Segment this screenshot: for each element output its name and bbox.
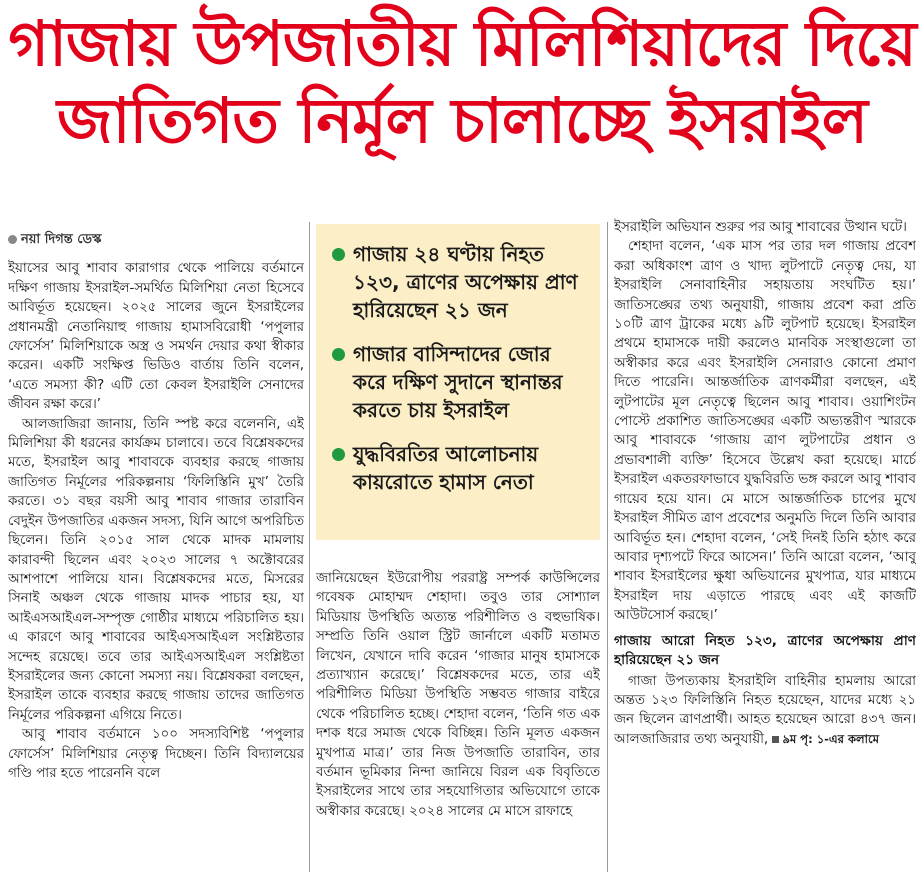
- green-bullet-icon: [332, 448, 345, 461]
- subheading: গাজায় আরো নিহত ১২৩, ত্রাণের অপেক্ষায় প্রাণ হারিয়েছেন ২১ জন: [614, 632, 916, 668]
- paragraph: আবু শাবাব বর্তমানে ১০০ সদস্যবিশিষ্ট ‘পপুলার ফোর্সেস’ মিলিশিয়ার নেতৃত্ব দিচ্ছেন। তিনি বিদ্যালয়ের গণ্ডি পার হতে পারেননি বলে: [8, 727, 304, 781]
- square-icon: [772, 736, 779, 743]
- paragraph: আলজাজিরা জানায়, তিনি স্পষ্ট করে বলেননি, এই মিলিশিয়া কী ধরনের কার্যক্রম চালাবে। তবে বিশ্লেষকদের মতে, ইসরাইল আবু শাবাবকে ব্যবহার করছে গাজায় জাতিগত নির্মূলের পরিকল্পনায় ‘ফিলিস্তিনি মুখ’ তৈরি করতে। ৩১ বছর বয়সী আবু শাবাব গাজার তারাবিন বেদুইন উপজাতির একজন সদস্য, যিনি আগে অপরিচিত ছিলেন। তিনি ২০১৫ সাল থেকে মাদক মামলায় কারাবন্দী ছিলেন এবং ২০২৩ সালের ৭ অক্টোবরের আশপাশে পালিয়ে যান। বিশ্লেষকদের মতে, মিসরের সিনাই অঞ্চল থেকে গাজায় মাদক পাচার হয়, যা আইএসআইএল-সম্পৃক্ত গোষ্ঠীর মাধ্যমে পরিচালিত হয়। এ কারণে আবু শাবাবের আইএসআইএল সংশ্লিষ্টতার সন্দেহ রয়েছে। তবে তার আইএসআইএল সংশ্লিষ্টতা ইসরাইলের জন্য কোনো সমস্যা নয়। বিশ্লেষকরা বলছেন, ইসরাইল তাকে ব্যবহার করছে গাজায় তাদের জাতিগত নির্মূলের পরিকল্পনা এগিয়ে নিতে।: [8, 416, 304, 723]
- paragraph: ইয়াসের আবু শাবাব কারাগার থেকে পালিয়ে বর্তমানে দক্ষিণ গাজায় ইসরাইল-সমর্থিত মিলিশিয়া নেতা হিসেবে আবির্ভূত হয়েছেন। ২০২৫ সালের জুনে ইসরাইলের প্রধানমন্ত্রী নেতানিয়াহু গাজায় হামাসবিরোধী ‘পপুলার ফোর্সেস’ মিলিশিয়াকে অস্ত্র ও সমর্থন দেয়ার কথা স্বীকার করেন। একটি সংক্ষিপ্ত ভিডিও বার্তায় তিনি বলেন, ‘এতে সমস্যা কী? এটি তো কেবল ইসরাইলি সেনাদের জীবন রক্ষা করে।’: [8, 261, 304, 413]
- paragraph: জানিয়েছেন ইউরোপীয় পররাষ্ট্র সম্পর্ক কাউন্সিলের গবেষক মোহাম্মদ শেহাদা। তবুও তার সোশ্যাল মিডিয়ায় উপস্থিতি অত্যন্ত পরিশীলিত ও বহুভাষিক। সম্প্রতি তিনি ওয়াল স্ট্রিট জার্নালে একটি মতামত লিখেন, যেখানে দাবি করেন ‘গাজার মানুষ হামাসকে প্রত্যাখ্যান করেছে।’ বিশ্লেষকদের মতে, তার এই পরিশীলিত মিডিয়া উপস্থিতি সম্ভবত গাজার বাইরে থেকে পরিচালিত হচ্ছে। শেহাদা বলেন, ‘তিনি গত এক দশক ধরে সমাজ থেকে বিচ্ছিন্ন। তিনি মূলত একজন মুখপাত্র মাত্র।’ তার নিজ উপজাতি তারাবিন, তার বর্তমান ভূমিকার নিন্দা জানিয়ে বিরল এক বিবৃতিতে ইসরাইলের সাথে তার সহযোগিতার অভিযোগে তাকে অস্বীকার করেছে। ২০২৪ সালের মে মাসে রাফাহে: [316, 571, 600, 819]
- bullet-icon: [8, 235, 17, 244]
- paragraph: শেহাদা বলেন, ‘এক মাস পর তার দল গাজায় প্রবেশ করা অধিকাংশ ত্রাণ ও খাদ্য লুটপাটে নেতৃত্ব দেয়, যা ইসরাইলি সেনাবাহিনীর সহায়তায় সংঘটিত হয়।’ জাতিসঙ্ঘের তথ্য অনুযায়ী, গাজায় প্রবেশ করা প্রতি ১০টি ত্রাণ ট্রাকের মধ্যে ৯টি লুটপাট হয়েছে। ইসরাইল প্রথমে হামাসকে দায়ী করলেও মানবিক সংস্থাগুলো তা অস্বীকার করে এবং ইসরাইলি সেনারাও কোনো প্রমাণ দিতে পারেনি। আন্তর্জাতিক ত্রাণকর্মীরা বলছেন, এই লুটপাটের মূল নেতৃত্বে ছিলেন আবু শাবাব। ওয়াশিংটন পোস্টে প্রকাশিত জাতিসঙ্ঘের একটি অভ্যন্তরীণ স্মারকে আবু শাবাবকে ‘গাজায় ত্রাণ লুটপাটের প্রধান ও প্রভাবশালী ব্যক্তি’ হিসেবে উল্লেখ করা হয়েছে। মার্চে ইসরাইল একতরফাভাবে যুদ্ধবিরতি ভঙ্গ করলে আবু শাবাব গায়েব হয়ে যান। মে মাসে আন্তর্জাতিক চাপের মুখে ইসরাইল সীমিত ত্রাণ প্রবেশের অনুমতি দিলে তিনি আবার আবির্ভূত হন। শেহাদা বলেন, ‘সেই দিনই তিনি হঠাৎ করে আবার দৃশ্যপটে ফিরে আসেন।’ তিনি আরো বলেন, ‘আবু শাবাব ইসরাইলের ক্ষুধা অভিযানের মুখপাত্র, যার মাধ্যমে ইসরাইল দায় এড়াতে পারছে এবং এই কাজটি আউটসোর্স করছে।’: [614, 239, 916, 624]
- headline-line-2: জাতিগত নির্মূল চালাচ্ছে ইসরাইল: [57, 84, 867, 158]
- article-column-1: [8, 230, 304, 875]
- green-bullet-icon: [332, 248, 345, 261]
- green-bullet-icon: [332, 348, 345, 361]
- headline: [0, 8, 924, 157]
- highlight-text: গাজায় ২৪ ঘণ্টায় নিহত ১২৩, ত্রাণের অপেক্ষায় প্রাণ হারিয়েছেন ২১ জন: [353, 242, 578, 322]
- paragraph: [614, 672, 916, 750]
- highlight-item: [332, 440, 588, 496]
- column-divider: [607, 222, 608, 872]
- highlight-text: গাজার বাসিন্দাদের জোর করে দক্ষিণ সুদানে স্থানান্তর করতে চায় ইসরাইল: [353, 342, 563, 422]
- article-column-3: [614, 218, 916, 875]
- article-column-2: [316, 569, 600, 875]
- highlights-box: [316, 224, 600, 540]
- highlight-item: [332, 340, 588, 424]
- headline-line-1: গাজায় উপজাতীয় মিলিশিয়াদের দিয়ে: [8, 7, 916, 80]
- paragraph: ইসরাইলি অভিযান শুরুর পর আবু শাবাবের উত্থান ঘটে।: [614, 220, 907, 235]
- byline-text: নয়া দিগন্ত ডেস্ক: [21, 232, 102, 247]
- continued-text: ৯ম পৃ: ১-এর কলামে: [782, 731, 879, 746]
- continued-note: [772, 732, 879, 746]
- highlight-text: যুদ্ধবিরতির আলোচনায় কায়রোতে হামাস নেতা: [353, 442, 539, 494]
- paragraph-text: গাজা উপত্যকায় ইসরাইলি বাহিনীর হামলায় আরো অন্তত ১২৩ ফিলিস্তিনি নিহত হয়েছেন, যাদের মধ্যে ২১ জন ছিলেন ত্রাণপ্রার্থী। আহত হয়েছেন আরো ৪৩৭ জন। আলজাজিরার তথ্য অনুযায়ী,: [614, 673, 916, 747]
- column-divider: [309, 222, 310, 872]
- highlight-item: [332, 240, 588, 324]
- byline: [8, 230, 304, 249]
